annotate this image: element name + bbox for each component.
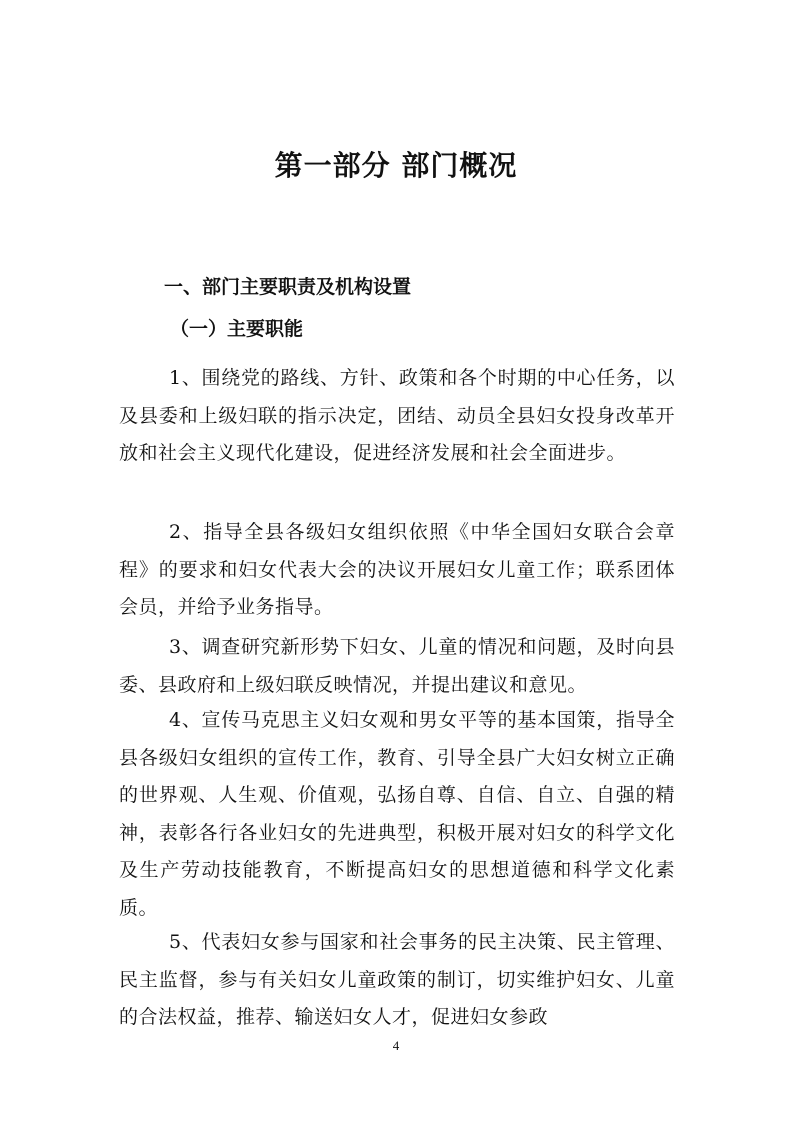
paragraph-5: 5、代表妇女参与国家和社会事务的民主决策、民主管理、民主监督，参与有关妇女儿童政策的制订，切实维护妇女、儿童的合法权益，推荐、输送妇女人才，促进妇女参政 [119,931,675,1028]
page-title: 第一部分 部门概况 [274,149,518,182]
subsection-heading: （一）主要职能 [170,318,304,340]
paragraph-3: 3、调查研究新形势下妇女、儿童的情况和问题，及时向县委、县政府和上级妇联反映情况，并提出建议和意见。 [119,636,675,696]
section-heading: 一、部门主要职责及机构设置 [164,276,412,298]
paragraph-1: 1、围绕党的路线、方针、政策和各个时期的中心任务，以及县委和上级妇联的指示决定，团结、动员全县妇女投身改革开放和社会主义现代化建设，促进经济发展和社会全面进步。 [119,367,675,464]
paragraph-2: 2、指导全县各级妇女组织依照《中华全国妇女联合会章程》的要求和妇女代表大会的决议开展妇女儿童工作；联系团体会员，并给予业务指导。 [119,521,675,618]
paragraph-4: 4、宣传马克思主义妇女观和男女平等的基本国策，指导全县各级妇女组织的宣传工作，教育、引导全县广大妇女树立正确的世界观、人生观、价值观，弘扬自尊、自信、自立、自强的精神，表彰各行各业妇女的先进典型，积极开展对妇女的科学文化及生产劳动技能教育，不断提高妇女的思想道德和科学文化素质。 [119,709,675,919]
page-number: 4 [392,1038,400,1053]
